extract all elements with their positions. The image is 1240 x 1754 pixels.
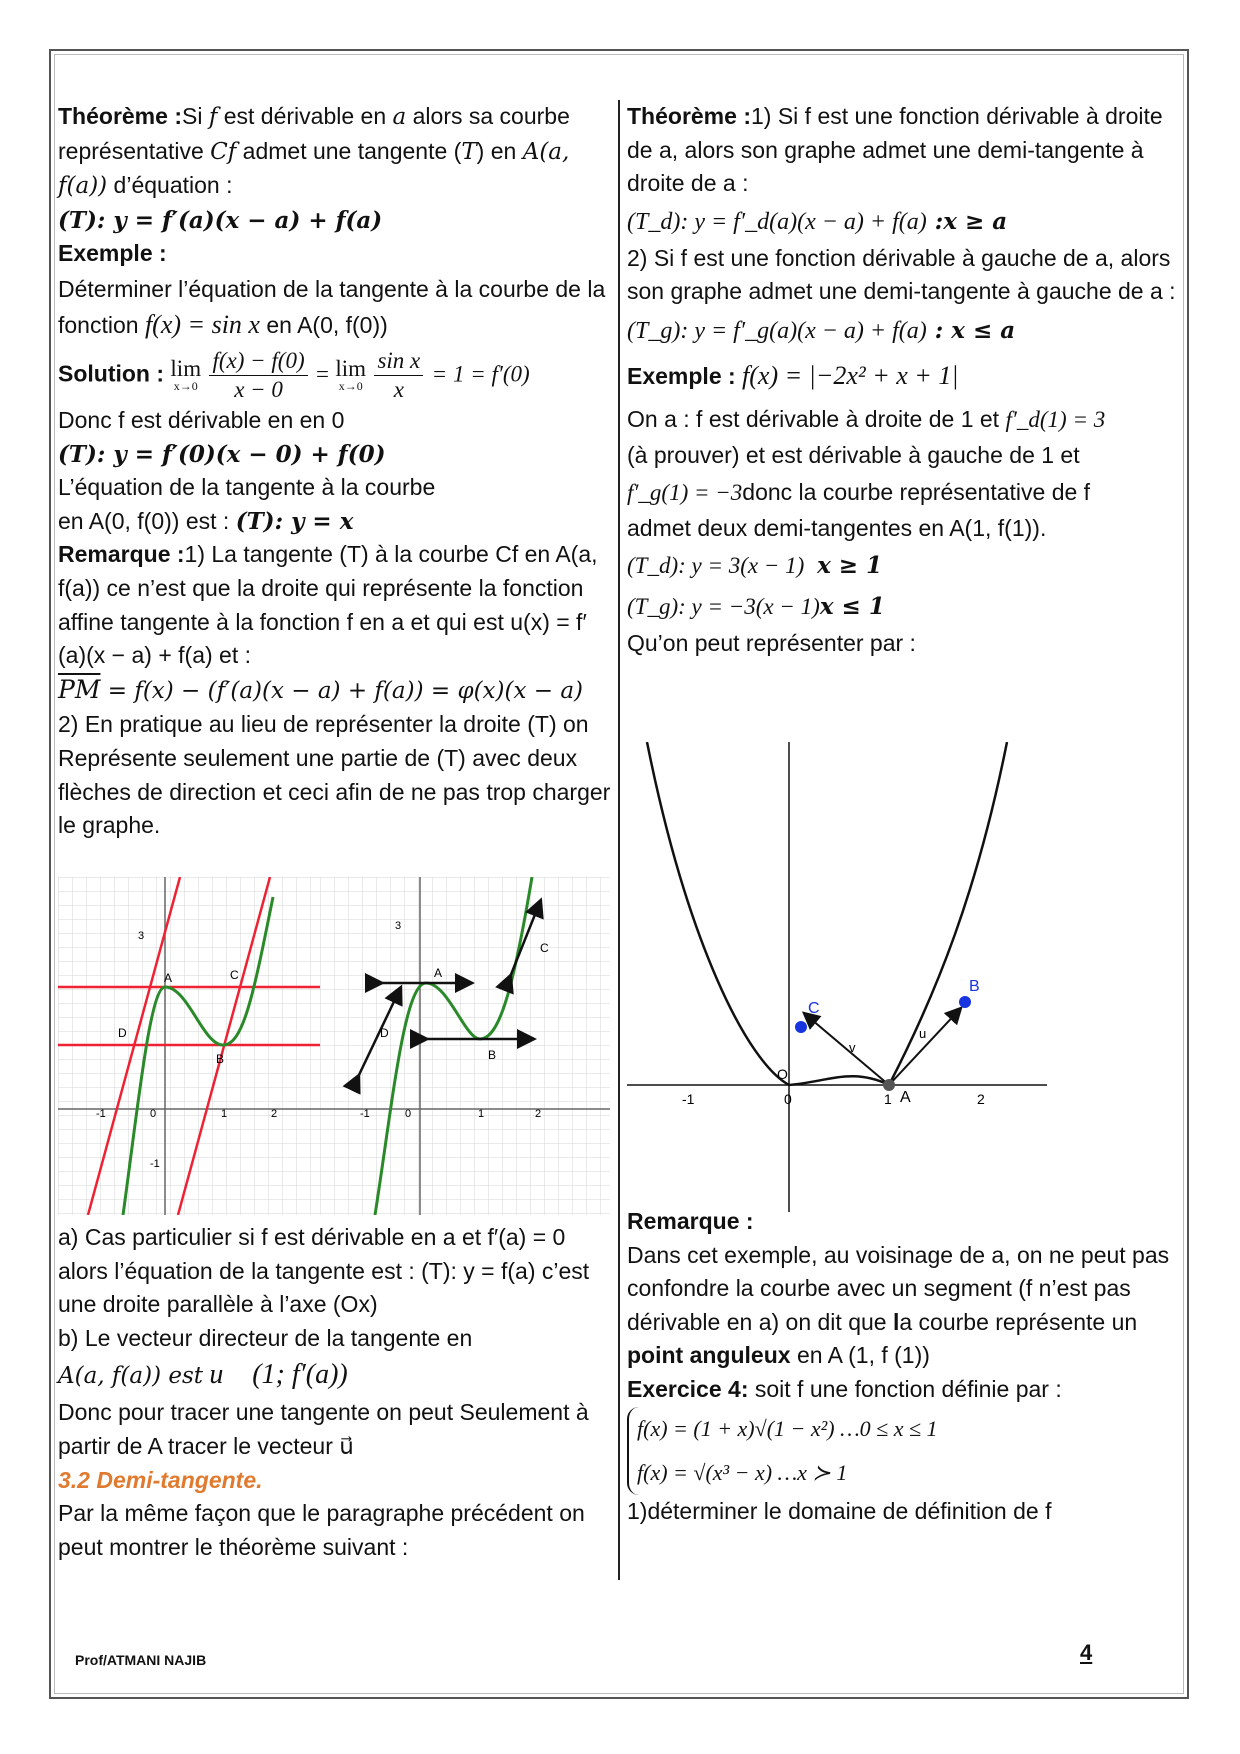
svg-text:O: O — [777, 1066, 788, 1082]
svg-text:v: v — [849, 1040, 856, 1055]
svg-text:0: 0 — [784, 1091, 792, 1107]
example-2: Exemple : f(x) = |−2x² + x + 1| — [627, 360, 959, 390]
right-column — [627, 100, 1182, 661]
left-column — [58, 100, 613, 843]
case-b-1: b) Le vecteur directeur de la tangente en — [58, 1324, 473, 1351]
theorem-2: Théorème :1) Si f est une fonction dérivable à droite de a, alors son graphe admet une demi-tangente à droite de a : — [627, 103, 1163, 197]
svg-text:A: A — [164, 971, 173, 985]
case-b-2: A(a, f(a)) est u⃗ (1; f′(a)) — [58, 1359, 348, 1391]
example-text: Déterminer l’équation de la tangente à la courbe de la fonction f(x) = sin x en A(0, f(0)) — [58, 275, 606, 339]
donc-derivable: Donc f est dérivable en en 0 — [58, 406, 345, 433]
svg-text:A: A — [434, 966, 443, 980]
on-a-3: f′_g(1) = −3donc la courbe représentative de f — [627, 478, 1091, 505]
on-a-2: (à prouver) et est dérivable à gauche de 1 et — [627, 441, 1080, 468]
svg-text:C: C — [808, 1000, 820, 1017]
svg-text:-1: -1 — [360, 1108, 370, 1120]
svg-text:2: 2 — [271, 1108, 278, 1120]
tangent-graph-2 — [320, 877, 610, 1215]
svg-text:C: C — [540, 941, 549, 955]
remarque-2: 2) En pratique au lieu de représenter la droite (T) on Représente seulement une partie de (T) avec deux flèches de direction et ceci afin de ne pas trop charger le graphe. — [58, 711, 611, 839]
svg-text:-1: -1 — [96, 1108, 106, 1120]
demi-tangent-graph — [627, 742, 1047, 1212]
svg-text:A: A — [900, 1089, 911, 1106]
svg-text:2: 2 — [535, 1108, 542, 1120]
svg-text:0: 0 — [150, 1108, 157, 1120]
paragraph-1: Par la même façon que le paragraphe précédent on peut montrer le théorème suivant : — [58, 1500, 585, 1560]
svg-text:1: 1 — [884, 1091, 892, 1107]
svg-text:3: 3 — [138, 930, 145, 942]
svg-text:-1: -1 — [150, 1158, 160, 1170]
section-title: 3.2 Demi-tangente. — [58, 1466, 263, 1493]
representation: Qu’on peut représenter par : — [627, 630, 916, 657]
donc-2: Donc pour tracer une tangente on peut Seulement à partir de A tracer le vecteur u⃗ — [58, 1399, 589, 1459]
td2-equation: (T_d): y = 3(x − 1) x ≥ 1 — [627, 552, 883, 580]
tangent-equation: (T): y = f′(a)(x − a) + f(a) — [58, 206, 383, 234]
remarque-1: Remarque :1) La tangente (T) à la courbe Cf en A(a, f(a)) ce n’est que la droite qui représente la fonction affine tangente à la fonction f en a et qui est u(x) = f′(a)(x − a) + f(a) et : — [58, 541, 598, 669]
svg-text:C: C — [230, 968, 239, 982]
svg-text:D: D — [118, 1026, 127, 1040]
svg-text:B: B — [488, 1048, 497, 1062]
svg-text:1: 1 — [221, 1108, 228, 1120]
remarque-title: Remarque : — [627, 1208, 754, 1234]
exercise-system: f(x) = (1 + x)√(1 − x²) …0 ≤ x ≤ 1 f(x) = √(x³ − x) …x ≻ 1 — [627, 1407, 938, 1495]
solution: Solution : lim x→0 $\frac{f(x) - f(0)}{x - 0}$ = lim x→0 $\frac{\text{sin x}}{x}$ = 1 = f′(0) — [58, 347, 530, 402]
on-a-1: On a : f est dérivable à droite de 1 et f′_d(1) = 3 — [627, 405, 1106, 432]
left-column-lower — [58, 1221, 613, 1564]
question-1: 1)déterminer le domaine de définition de f — [627, 1497, 1052, 1524]
case-a: a) Cas particulier si f est dérivable en a et f′(a) = 0 alors l’équation de la tangente est : (T): y = f(a) c’est une droite parallèle à l’axe (Ox) — [58, 1224, 590, 1318]
tg2-equation: (T_g): y = −3(x − 1)x ≤ 1 — [627, 593, 885, 621]
svg-text:B: B — [216, 1052, 225, 1066]
svg-text:B: B — [969, 978, 980, 995]
column-divider — [618, 100, 620, 1580]
svg-text:-1: -1 — [682, 1091, 695, 1107]
svg-text:3: 3 — [395, 920, 402, 932]
svg-text:2: 2 — [977, 1091, 985, 1107]
svg-text:D: D — [380, 1026, 389, 1040]
example-title: Exemple : — [58, 240, 167, 267]
svg-text:0: 0 — [405, 1108, 412, 1120]
td-equation: (T_d): y = f′_d(a)(x − a) + f(a) :x ≥ a — [627, 207, 1008, 235]
pm-equation: $\overline{PM} = f(x) - (f'(a)(x - a) + f(a)) = \varphi(x)(x - a)$ — [58, 674, 584, 704]
right-column-lower — [627, 1205, 1182, 1528]
tg-equation: (T_g): y = f′_g(a)(x − a) + f(a) : x ≤ a — [627, 316, 1016, 344]
tangent-graph-1 — [58, 877, 320, 1215]
on-a-4: admet deux demi-tangentes en A(1, f(1)). — [627, 514, 1047, 541]
page-number: 4 — [1080, 1640, 1093, 1665]
eq-line-2: en A(0, f(0)) est : (T): y = x — [58, 507, 354, 535]
theorem-1: Théorème :Si f est dérivable en a alors sa courbe représentative Cf admet une tangente (T) en A(a, f(a)) d’équation : — [58, 103, 570, 200]
eq-line-1: L’équation de la tangente à la courbe — [58, 474, 436, 501]
theorem-2b: 2) Si f est une fonction dérivable à gauche de a, alors son graphe admet une demi-tangente à gauche de a : — [627, 244, 1176, 305]
exercise-4: Exercice 4: soit f une fonction définie par : — [627, 1375, 1062, 1402]
tangent-equation-2: (T): y = f′(0)(x − 0) + f(0) — [58, 440, 386, 468]
footer-author: Prof/ATMANI NAJIB — [75, 1652, 207, 1668]
svg-text:u: u — [919, 1026, 927, 1041]
svg-text:1: 1 — [478, 1108, 485, 1120]
remarque-text: Dans cet exemple, au voisinage de a, on ne peut pas confondre la courbe avec un segment (f n’est pas dérivable en a) on dit que la courbe représente un point anguleux en A (1, f (1)) — [627, 1241, 1170, 1369]
